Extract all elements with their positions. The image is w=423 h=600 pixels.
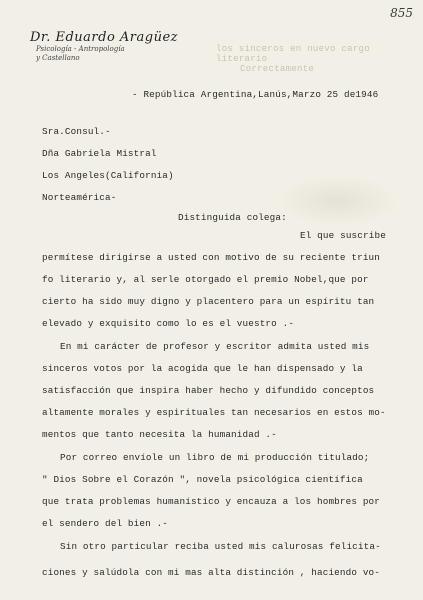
- letterhead-line-2: y Castellano: [36, 54, 80, 62]
- body-line: El que suscribe: [300, 230, 386, 241]
- body-line: " Dios Sobre el Corazón ", novela psicológica científica: [42, 474, 363, 485]
- body-line: cierto ha sido muy digno y placentero para un espíritu tan: [42, 296, 375, 307]
- body-line: altamente morales y espirituales tan necesarios en estos mo-: [42, 407, 386, 418]
- recipient-line-1: Sra.Consul.-: [42, 126, 111, 137]
- date-line: - República Argentina,Lanús,Marzo 25 de1946: [132, 89, 379, 100]
- folio-number: 855: [390, 6, 413, 20]
- body-line: permítese dirigirse a usted con motivo de su reciente triun: [42, 252, 381, 263]
- body-line: el sendero del bien .-: [42, 518, 169, 529]
- body-line: En mi carácter de profesor y escritor admita usted mis: [60, 341, 370, 352]
- bleed-through-line-2: Correctamente: [240, 64, 315, 74]
- recipient-line-2: Dña Gabriela Mistral: [42, 148, 157, 159]
- recipient-line-4: Norteamérica-: [42, 192, 117, 203]
- letterhead-name: Dr. Eduardo Aragüez: [30, 30, 178, 45]
- body-line: ciones y salúdola con mi mas alta distinción , haciendo vo-: [42, 567, 381, 578]
- body-line: Por correo envíole un libro de mi producción titulado;: [60, 452, 370, 463]
- body-line: mentos que tanto necesita la humanidad .-: [42, 429, 277, 440]
- body-line: fo literario y, al serle otorgado el premio Nobel,que por: [42, 274, 369, 285]
- faded-stamp: [278, 176, 398, 226]
- bleed-through-line-1: los sinceros en nuevo cargo literario: [216, 44, 370, 64]
- body-line: sinceros votos por la acogida que le han dispensado y la: [42, 363, 363, 374]
- body-line: que trata problemas humanístico y encauza a los hombres por: [42, 496, 381, 507]
- salutation: Distinguida colega:: [178, 212, 287, 223]
- letterhead-line-1: Psicología - Antropología: [36, 45, 125, 53]
- body-line: elevado y exquisito como lo es el vuestro .-: [42, 318, 295, 329]
- letterhead: [30, 30, 178, 63]
- body-line: Sin otro particular reciba usted mis calurosas felicita-: [60, 541, 381, 552]
- recipient-line-3: Los Angeles(California): [42, 170, 174, 181]
- body-line: satisfacción que inspira haber hecho y difundido conceptos: [42, 385, 375, 396]
